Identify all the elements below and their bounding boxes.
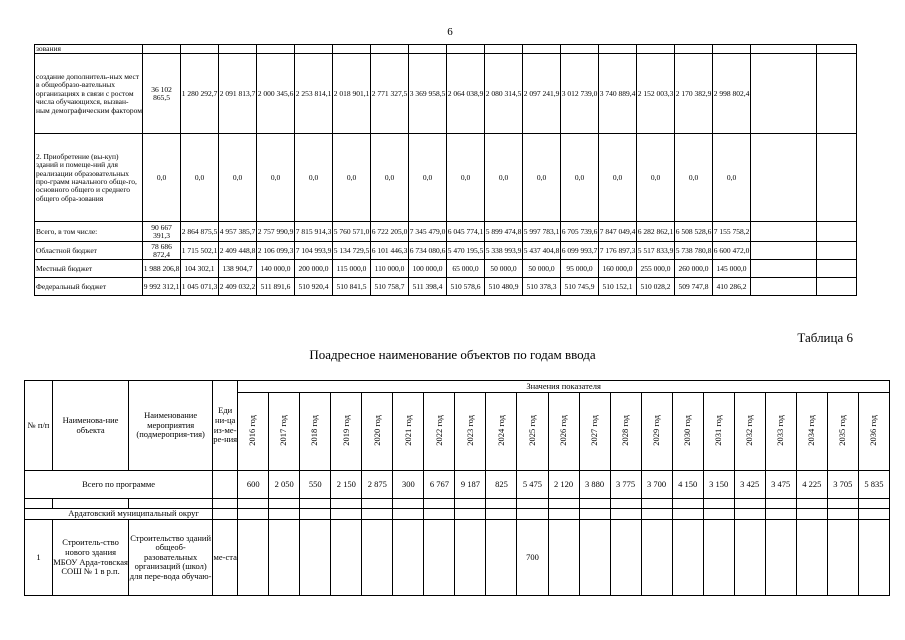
empty-cell: [610, 499, 641, 509]
region-row: [25, 509, 890, 520]
value-cell: 0,0: [447, 134, 485, 222]
empty-cell: [486, 509, 517, 520]
value-cell: 1 988 206,8: [143, 260, 181, 278]
value-cell: [143, 45, 181, 54]
empty-cell: [300, 499, 331, 509]
value-cell: 0,0: [713, 134, 751, 222]
value-cell: [637, 45, 675, 54]
table-row: [35, 222, 857, 242]
empty-cell: [751, 260, 817, 278]
year-label: 2021 год: [402, 414, 413, 446]
table-row: [35, 45, 857, 54]
year-header: [393, 393, 424, 471]
year-header: [238, 393, 269, 471]
value-cell: [713, 45, 751, 54]
header-event: Наименование мероприятия (подмероприя-тия): [129, 381, 213, 471]
year-label: 2035 год: [837, 414, 847, 446]
empty-cell: [548, 509, 579, 520]
year-label: 2032 год: [743, 414, 754, 446]
value-cell: 510 920,4: [295, 278, 333, 296]
value-cell: [409, 45, 447, 54]
row-label: Местный бюджет: [35, 260, 143, 278]
year-header: [486, 393, 517, 471]
value-cell: [765, 520, 796, 596]
empty-cell: [751, 45, 817, 54]
value-cell: 510 480,9: [485, 278, 523, 296]
value-cell: 510 152,1: [599, 278, 637, 296]
empty-cell: [672, 509, 703, 520]
table-row: [35, 260, 857, 278]
year-header: [703, 393, 734, 471]
year-label: 2025 год: [526, 414, 537, 446]
year-header: [424, 393, 455, 471]
value-cell: 6 722 205,0: [371, 222, 409, 242]
year-label: 2031 год: [712, 414, 723, 446]
empty-cell: [858, 499, 889, 509]
value-cell: 7 176 897,3: [599, 242, 637, 260]
value-cell: 510 578,6: [447, 278, 485, 296]
value-cell: 1 280 292,7: [181, 54, 219, 134]
value-cell: [300, 520, 331, 596]
value-cell: 2 170 382,9: [675, 54, 713, 134]
value-cell: 509 747,8: [675, 278, 713, 296]
value-cell: 0,0: [485, 134, 523, 222]
year-label: 2029 год: [650, 414, 661, 446]
empty-cell: [424, 499, 455, 509]
object-row: [25, 520, 890, 596]
value-cell: 6 734 080,6: [409, 242, 447, 260]
value-cell: 3 012 739,0: [561, 54, 599, 134]
value-cell: 0,0: [371, 134, 409, 222]
value-cell: 0,0: [409, 134, 447, 222]
empty-cell: [703, 499, 734, 509]
value-cell: 510 758,7: [371, 278, 409, 296]
value-cell: 6 045 774,1: [447, 222, 485, 242]
blank-row: [25, 499, 890, 509]
total-value: 300: [393, 471, 424, 499]
value-cell: 5 338 993,9: [485, 242, 523, 260]
year-header: [796, 393, 827, 471]
value-cell: 2 091 813,7: [219, 54, 257, 134]
value-cell: 0,0: [637, 134, 675, 222]
value-cell: 510 841,5: [333, 278, 371, 296]
value-cell: [424, 520, 455, 596]
year-label: 2020 год: [371, 414, 382, 446]
total-value: 2 050: [269, 471, 300, 499]
value-cell: [447, 45, 485, 54]
value-cell: 138 904,7: [219, 260, 257, 278]
empty-cell: [213, 509, 238, 520]
value-cell: 6 600 472,0: [713, 242, 751, 260]
value-cell: [523, 45, 561, 54]
value-cell: 0,0: [219, 134, 257, 222]
value-cell: 2 409 032,2: [219, 278, 257, 296]
year-header: [765, 393, 796, 471]
value-cell: 0,0: [295, 134, 333, 222]
empty-cell: [751, 278, 817, 296]
value-cell: [181, 45, 219, 54]
value-cell: [827, 520, 858, 596]
value-cell: 2 771 327,5: [371, 54, 409, 134]
empty-cell: [331, 509, 362, 520]
total-value: 3 775: [610, 471, 641, 499]
empty-cell: [129, 499, 213, 509]
row-label: Федеральный бюджет: [35, 278, 143, 296]
value-cell: 5 738 780,8: [675, 242, 713, 260]
empty-cell: [579, 499, 610, 509]
value-cell: 2 106 099,3: [257, 242, 295, 260]
empty-cell: [817, 242, 857, 260]
value-cell: 2 064 038,9: [447, 54, 485, 134]
row-label: Областной бюджет: [35, 242, 143, 260]
objects-table: [24, 380, 890, 596]
value-cell: 115 000,0: [333, 260, 371, 278]
value-cell: 0,0: [333, 134, 371, 222]
empty-cell: [455, 509, 486, 520]
year-label: 2034 год: [805, 414, 816, 446]
value-cell: 7 345 479,0: [409, 222, 447, 242]
empty-cell: [517, 509, 548, 520]
value-cell: [796, 520, 827, 596]
total-value: 2 875: [362, 471, 393, 499]
value-cell: 255 000,0: [637, 260, 675, 278]
empty-cell: [827, 499, 858, 509]
value-cell: 7 104 993,9: [295, 242, 333, 260]
value-cell: 0,0: [181, 134, 219, 222]
value-cell: 7 847 049,4: [599, 222, 637, 242]
value-cell: 50 000,0: [485, 260, 523, 278]
empty-cell: [517, 499, 548, 509]
empty-cell: [703, 509, 734, 520]
empty-cell: [53, 499, 129, 509]
value-cell: 90 667 391,3: [143, 222, 181, 242]
year-header: [734, 393, 765, 471]
header-values-title: Значения показателя: [238, 381, 890, 393]
empty-cell: [672, 499, 703, 509]
value-cell: 510 378,3: [523, 278, 561, 296]
total-value: 6 767: [424, 471, 455, 499]
year-label: 2028 год: [619, 414, 630, 446]
total-value: 9 187: [455, 471, 486, 499]
row-label: Всего, в том числе:: [35, 222, 143, 242]
total-value: 550: [300, 471, 331, 499]
empty-cell: [817, 54, 857, 134]
total-value: 3 705: [827, 471, 858, 499]
value-cell: [610, 520, 641, 596]
year-label: 2030 год: [681, 414, 692, 446]
total-value: 4 150: [672, 471, 703, 499]
value-cell: 5 517 833,9: [637, 242, 675, 260]
value-cell: 6 101 446,3: [371, 242, 409, 260]
empty-cell: [734, 509, 765, 520]
total-value: 3 700: [641, 471, 672, 499]
value-cell: 510 745,9: [561, 278, 599, 296]
value-cell: 160 000,0: [599, 260, 637, 278]
value-cell: [672, 520, 703, 596]
value-cell: 104 302,1: [181, 260, 219, 278]
empty-cell: [331, 499, 362, 509]
total-value: 5 475: [517, 471, 548, 499]
value-cell: 50 000,0: [523, 260, 561, 278]
year-header: [641, 393, 672, 471]
empty-cell: [734, 499, 765, 509]
empty-cell: [238, 499, 269, 509]
empty-cell: [641, 499, 672, 509]
empty-cell: [393, 509, 424, 520]
value-cell: 510 028,2: [637, 278, 675, 296]
empty-cell: [455, 499, 486, 509]
row-label: 2. Приобретение (вы-куп) зданий и помеще-ний для реализации образовательных про-грамм начального обще-го, основного общего и среднего общего обра-зования: [35, 134, 143, 222]
table-title: Поадресное наименование объектов по годам ввода: [309, 347, 596, 362]
value-cell: 9 992 312,1: [143, 278, 181, 296]
total-value: 5 835: [858, 471, 889, 499]
year-header: [362, 393, 393, 471]
year-label: 2024 год: [495, 414, 506, 446]
value-cell: 2 152 003,3: [637, 54, 675, 134]
empty-cell: [641, 509, 672, 520]
value-cell: [333, 45, 371, 54]
year-header: [300, 393, 331, 471]
total-value: 3 150: [703, 471, 734, 499]
header-num: № п/п: [25, 381, 53, 471]
empty-cell: [269, 499, 300, 509]
empty-cell: [213, 471, 238, 499]
empty-cell: [817, 45, 857, 54]
value-cell: 145 000,0: [713, 260, 751, 278]
value-cell: [485, 45, 523, 54]
year-header: [610, 393, 641, 471]
value-cell: 3 369 958,5: [409, 54, 447, 134]
value-cell: 5 437 404,8: [523, 242, 561, 260]
value-cell: 6 508 528,6: [675, 222, 713, 242]
value-cell: [455, 520, 486, 596]
value-cell: [599, 45, 637, 54]
year-label: 2036 год: [868, 414, 879, 446]
value-cell: 36 102 865,5: [143, 54, 181, 134]
empty-cell: [269, 509, 300, 520]
empty-cell: [610, 509, 641, 520]
value-cell: [331, 520, 362, 596]
year-label: 2033 год: [774, 414, 785, 446]
value-cell: 4 957 385,7: [219, 222, 257, 242]
empty-cell: [827, 509, 858, 520]
year-label: 2027 год: [588, 414, 599, 446]
value-cell: 700: [517, 520, 548, 596]
value-cell: 6 282 862,1: [637, 222, 675, 242]
year-label: 2023 год: [464, 414, 475, 446]
value-cell: 200 000,0: [295, 260, 333, 278]
empty-cell: [765, 509, 796, 520]
empty-cell: [817, 278, 857, 296]
table-row: [35, 134, 857, 222]
value-cell: 0,0: [675, 134, 713, 222]
page-number: 6: [447, 26, 453, 38]
table-label: Таблица 6: [797, 330, 853, 345]
empty-cell: [362, 499, 393, 509]
empty-cell: [751, 134, 817, 222]
row-number: 1: [25, 520, 53, 596]
year-label: 2019 год: [340, 414, 351, 446]
value-cell: 1 045 071,3: [181, 278, 219, 296]
value-cell: [561, 45, 599, 54]
value-cell: [641, 520, 672, 596]
empty-cell: [548, 499, 579, 509]
header-unit: Еди ни-ца из-ме-ре-ния: [213, 381, 238, 471]
event-name: Строительство зданий общеоб-разовательных организаций (школ) для пере-вода обучаю-: [129, 520, 213, 596]
value-cell: 0,0: [143, 134, 181, 222]
year-label: 2017 год: [278, 414, 289, 446]
value-cell: 0,0: [257, 134, 295, 222]
year-header: [455, 393, 486, 471]
value-cell: 0,0: [561, 134, 599, 222]
year-header: [858, 393, 889, 471]
value-cell: 2 018 901,1: [333, 54, 371, 134]
value-cell: 6 099 993,7: [561, 242, 599, 260]
empty-cell: [579, 509, 610, 520]
value-cell: 511 891,6: [257, 278, 295, 296]
row-label: создание дополнитель-ных мест в общеобразо-вательных организациях в связи с ростом числа обучающихся, вызван-ным демографическим фактором: [35, 54, 143, 134]
year-header: [548, 393, 579, 471]
empty-cell: [765, 499, 796, 509]
value-cell: 511 398,4: [409, 278, 447, 296]
value-cell: [269, 520, 300, 596]
empty-cell: [25, 499, 53, 509]
value-cell: 2 253 814,1: [295, 54, 333, 134]
value-cell: 7 155 758,2: [713, 222, 751, 242]
total-value: 2 120: [548, 471, 579, 499]
year-label: 2018 год: [309, 414, 320, 446]
value-cell: [362, 520, 393, 596]
value-cell: [295, 45, 333, 54]
value-cell: 5 470 195,5: [447, 242, 485, 260]
value-cell: 260 000,0: [675, 260, 713, 278]
empty-cell: [486, 499, 517, 509]
row-label: зования: [35, 45, 143, 54]
total-value: 3 475: [765, 471, 796, 499]
empty-cell: [300, 509, 331, 520]
total-value: 4 225: [796, 471, 827, 499]
value-cell: [703, 520, 734, 596]
empty-cell: [817, 134, 857, 222]
value-cell: 110 000,0: [371, 260, 409, 278]
value-cell: 95 000,0: [561, 260, 599, 278]
total-value: 3 880: [579, 471, 610, 499]
year-header: [579, 393, 610, 471]
year-label: 2022 год: [433, 414, 444, 446]
value-cell: 410 286,2: [713, 278, 751, 296]
value-cell: 100 000,0: [409, 260, 447, 278]
empty-cell: [751, 222, 817, 242]
empty-cell: [751, 54, 817, 134]
empty-cell: [238, 509, 269, 520]
value-cell: 2 000 345,6: [257, 54, 295, 134]
funding-table: [34, 44, 857, 296]
value-cell: 6 705 739,6: [561, 222, 599, 242]
table-row: [35, 54, 857, 134]
total-row: [25, 471, 890, 499]
value-cell: 5 134 729,5: [333, 242, 371, 260]
value-cell: [393, 520, 424, 596]
empty-cell: [362, 509, 393, 520]
value-cell: 2 080 314,5: [485, 54, 523, 134]
empty-cell: [424, 509, 455, 520]
region-label: Ардатовский муниципальный округ: [25, 509, 213, 520]
value-cell: 0,0: [523, 134, 561, 222]
value-cell: 2 864 875,5: [181, 222, 219, 242]
value-cell: [579, 520, 610, 596]
value-cell: 2 998 802,4: [713, 54, 751, 134]
value-cell: [257, 45, 295, 54]
total-value: 825: [486, 471, 517, 499]
value-cell: 7 815 914,3: [295, 222, 333, 242]
year-header: [672, 393, 703, 471]
empty-cell: [817, 260, 857, 278]
unit: ме-ста: [213, 520, 238, 596]
year-header: [827, 393, 858, 471]
empty-cell: [817, 222, 857, 242]
value-cell: 2 097 241,9: [523, 54, 561, 134]
total-value: 600: [238, 471, 269, 499]
value-cell: 2 409 448,8: [219, 242, 257, 260]
table-row: [35, 242, 857, 260]
total-value: 3 425: [734, 471, 765, 499]
year-header: [517, 393, 548, 471]
value-cell: 5 899 474,8: [485, 222, 523, 242]
empty-cell: [858, 509, 889, 520]
table-row: [35, 278, 857, 296]
value-cell: [371, 45, 409, 54]
year-label: 2026 год: [557, 414, 568, 446]
value-cell: [238, 520, 269, 596]
year-header: [331, 393, 362, 471]
header-object: Наименова-ние объекта: [53, 381, 129, 471]
empty-cell: [751, 242, 817, 260]
value-cell: 3 740 889,4: [599, 54, 637, 134]
empty-cell: [393, 499, 424, 509]
value-cell: [486, 520, 517, 596]
value-cell: 78 686 872,4: [143, 242, 181, 260]
value-cell: 65 000,0: [447, 260, 485, 278]
value-cell: [675, 45, 713, 54]
total-label: Всего по программе: [25, 471, 213, 499]
value-cell: 2 757 990,9: [257, 222, 295, 242]
value-cell: [734, 520, 765, 596]
value-cell: [548, 520, 579, 596]
empty-cell: [213, 499, 238, 509]
total-value: 2 150: [331, 471, 362, 499]
value-cell: 1 715 502,1: [181, 242, 219, 260]
empty-cell: [796, 509, 827, 520]
value-cell: [219, 45, 257, 54]
value-cell: 0,0: [599, 134, 637, 222]
object-name: Строитель-ство нового здания МБОУ Арда-товская СОШ № 1 в р.п.: [53, 520, 129, 596]
value-cell: 140 000,0: [257, 260, 295, 278]
empty-cell: [796, 499, 827, 509]
value-cell: 5 760 571,0: [333, 222, 371, 242]
year-label: 2016 год: [247, 414, 258, 446]
value-cell: [858, 520, 889, 596]
year-header: [269, 393, 300, 471]
value-cell: 5 997 783,1: [523, 222, 561, 242]
